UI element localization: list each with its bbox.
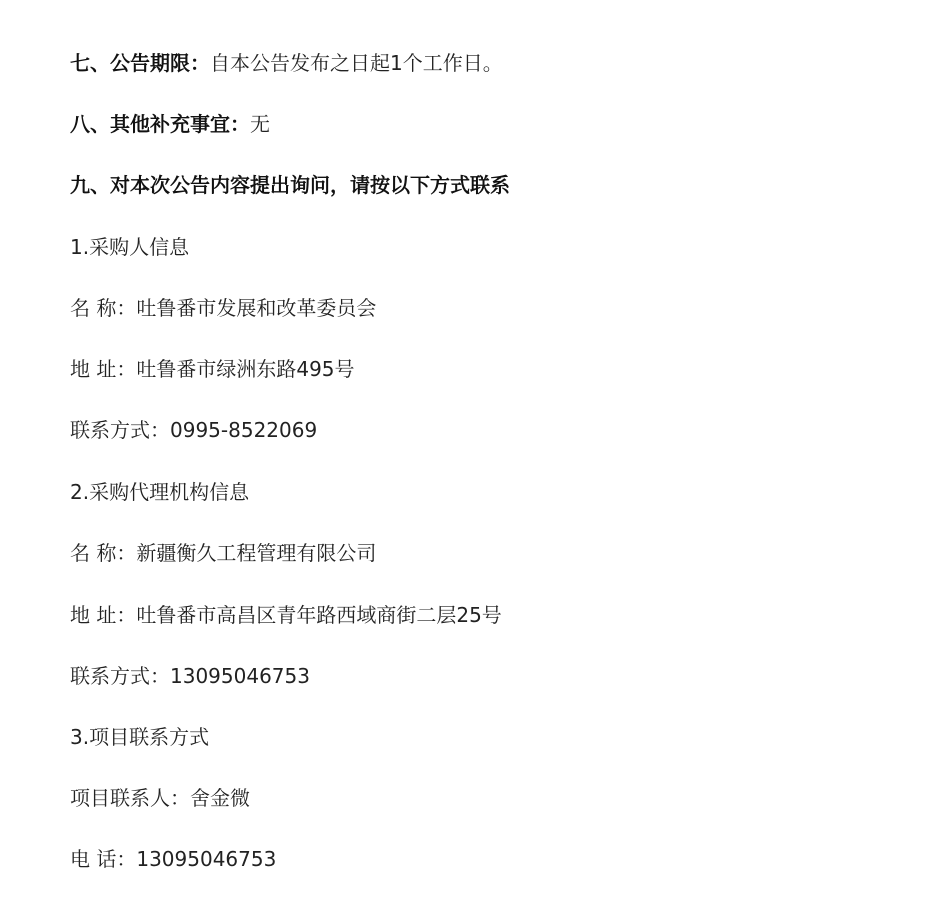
agency-address-value: 吐鲁番市高昌区青年路西域商街二层25号 bbox=[136, 603, 502, 627]
purchaser-contact-line bbox=[70, 416, 317, 444]
project-person-line bbox=[70, 784, 250, 812]
project-phone-label: 电 话： bbox=[70, 847, 137, 871]
agency-address-label: 地 址： bbox=[70, 603, 137, 627]
agency-contact-line bbox=[70, 662, 310, 690]
agency-name-label: 名 称： bbox=[70, 541, 137, 565]
supplementary-matters-heading: 八、其他补充事宜： bbox=[70, 112, 250, 136]
contact-section-heading: 九、对本次公告内容提出询问，请按以下方式联系 bbox=[70, 173, 510, 197]
agency-info-title: 2.采购代理机构信息 bbox=[70, 480, 250, 504]
project-contact-title: 3.项目联系方式 bbox=[70, 725, 210, 749]
agency-name-value: 新疆衡久工程管理有限公司 bbox=[136, 541, 377, 565]
purchaser-address-line bbox=[70, 355, 355, 383]
purchaser-contact-value: 0995-8522069 bbox=[170, 418, 318, 442]
purchaser-address-value: 吐鲁番市绿洲东路495号 bbox=[136, 357, 355, 381]
agency-contact-value: 13095046753 bbox=[170, 664, 310, 688]
purchaser-contact-label: 联系方式： bbox=[70, 418, 170, 442]
purchaser-name-value: 吐鲁番市发展和改革委员会 bbox=[136, 296, 377, 320]
project-phone-line bbox=[70, 845, 276, 873]
supplementary-matters-line bbox=[70, 110, 270, 138]
announcement-period-heading: 七、公告期限： bbox=[70, 51, 210, 75]
agency-name-line bbox=[70, 539, 376, 567]
purchaser-address-label: 地 址： bbox=[70, 357, 137, 381]
purchaser-name-line bbox=[70, 294, 376, 322]
purchaser-name-label: 名 称： bbox=[70, 296, 137, 320]
project-person-value: 舍金微 bbox=[190, 786, 250, 810]
project-phone-value: 13095046753 bbox=[136, 847, 277, 871]
agency-contact-label: 联系方式： bbox=[70, 664, 170, 688]
announcement-period-text: 自本公告发布之日起1个工作日。 bbox=[210, 51, 503, 75]
purchaser-info-title: 1.采购人信息 bbox=[70, 235, 190, 259]
announcement-period-line bbox=[70, 49, 503, 77]
supplementary-matters-text: 无 bbox=[250, 112, 270, 136]
agency-address-line bbox=[70, 601, 502, 629]
project-person-label: 项目联系人： bbox=[70, 786, 190, 810]
